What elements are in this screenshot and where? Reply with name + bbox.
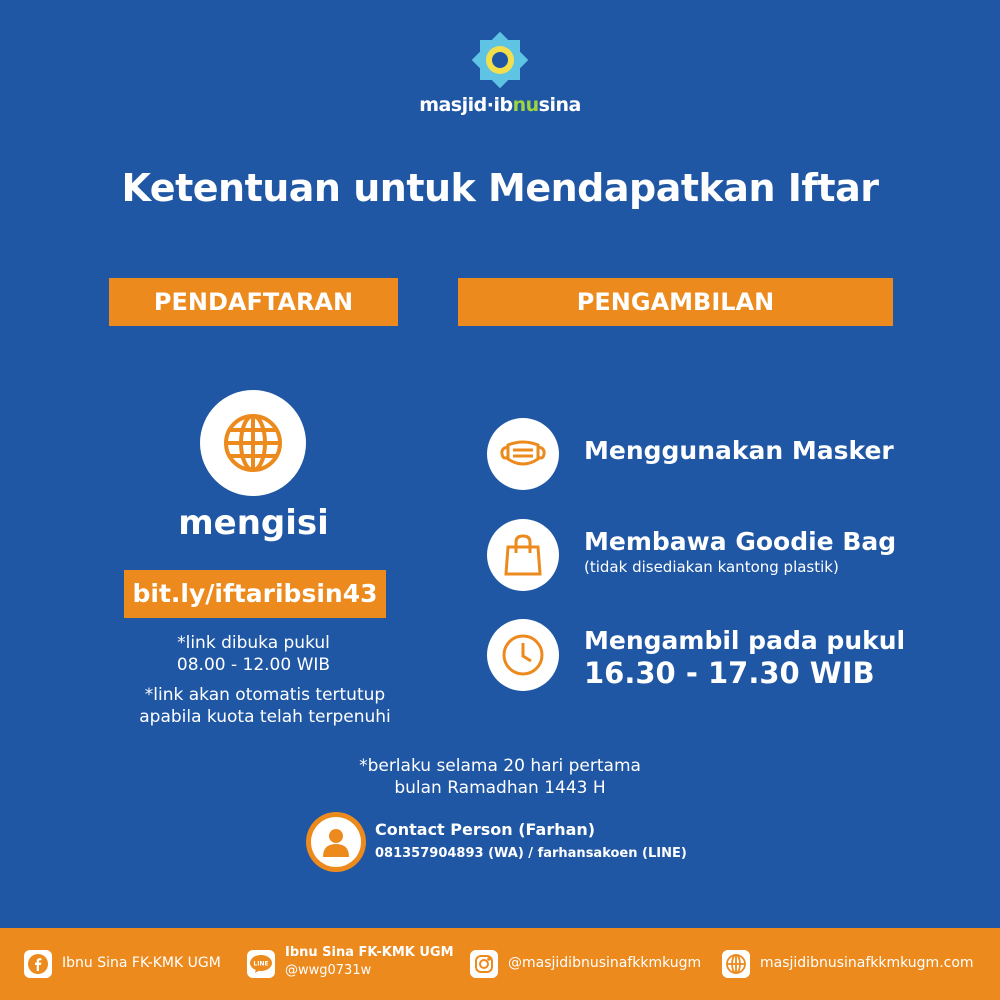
requirement-bag-note: (tidak disediakan kantong plastik)	[584, 558, 839, 576]
person-icon	[306, 812, 366, 872]
logo-mark	[470, 30, 530, 90]
facebook-label[interactable]: Ibnu Sina FK-KMK UGM	[62, 955, 221, 971]
line-account-name[interactable]: Ibnu Sina FK-KMK UGM	[285, 945, 454, 960]
contact-detail[interactable]: 081357904893 (WA) / farhansakoen (LINE)	[375, 846, 687, 861]
globe-icon	[200, 390, 306, 496]
requirement-time: Mengambil pada pukul	[584, 626, 906, 655]
mask-icon	[487, 418, 559, 490]
validity-note: *berlaku selama 20 hari pertama bulan Ramadhan 1443 H	[359, 756, 641, 798]
registration-link[interactable]: bit.ly/iftaribsin43	[124, 570, 386, 618]
registration-banner: PENDAFTARAN	[109, 278, 398, 326]
facebook-icon[interactable]	[24, 950, 52, 978]
svg-text:LINE: LINE	[253, 960, 269, 968]
requirement-mask: Menggunakan Masker	[584, 436, 894, 465]
line-icon[interactable]	[247, 950, 275, 978]
link-close-note: *link akan otomatis tertutup apabila kuota telah terpenuhi	[139, 685, 391, 727]
website-icon[interactable]	[722, 950, 750, 978]
instagram-handle[interactable]: @masjidibnusinafkkmkugm	[508, 955, 702, 971]
page-title: Ketentuan untuk Mendapatkan Iftar	[121, 166, 879, 210]
line-account-id[interactable]: @wwg0731w	[285, 963, 372, 978]
requirement-time-range: 16.30 - 17.30 WIB	[584, 656, 875, 690]
instagram-icon[interactable]	[470, 950, 498, 978]
logo-text: masjid·ibnusina	[419, 94, 581, 116]
website-url[interactable]: masjidibnusinafkkmkugm.com	[760, 955, 974, 971]
link-open-note: *link dibuka pukul 08.00 - 12.00 WIB	[176, 633, 331, 675]
bag-icon	[487, 519, 559, 591]
fill-in-label: mengisi	[178, 503, 329, 543]
contact-title: Contact Person (Farhan)	[375, 820, 596, 839]
clock-icon	[487, 619, 559, 691]
requirement-bag: Membawa Goodie Bag	[584, 527, 897, 556]
pickup-banner: PENGAMBILAN	[458, 278, 893, 326]
